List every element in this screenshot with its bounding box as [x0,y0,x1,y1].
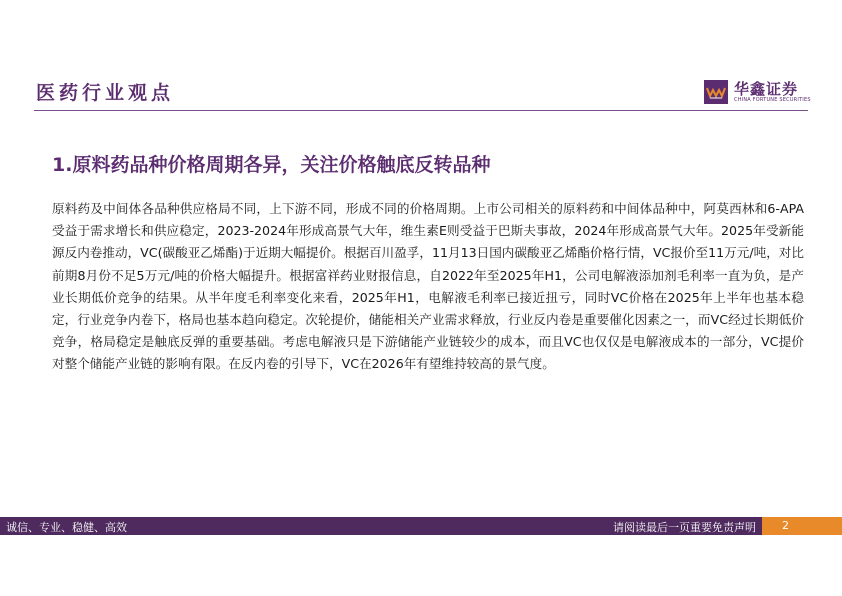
section-title: 1.原料药品种价格周期各异，关注价格触底反转品种 [52,154,491,176]
page-header-title: 医药行业观点 [36,82,175,104]
footer-slogan: 诚信、专业、稳健、高效 [6,521,127,534]
logo-text-cn: 华鑫证券 [734,80,799,98]
header-divider [34,110,808,111]
footer-bar [0,517,842,535]
body-paragraph: 原料药及中间体各品种供应格局不同，上下游不同，形成不同的价格周期。上市公司相关的原料药和中间体品种中，阿莫西林和6-APA受益于需求增长和供应稳定，2023-2024年形成高景气大年，维生素E则受益于巴斯夫事故，2024年形成高景气大年。2025年受新能源反内卷推动，VC(碳酸亚乙烯酯)于近期大幅提价。根据百川盈孚，11月13日国内碳酸亚乙烯酯价格行情，VC报价至11万元/吨，对比前期8月份不足5万元/吨的价格大幅提升。根据富祥药业财报信息，自2022年至2025年H1，公司电解液添加剂毛利率一直为负，是产业长期低价竞争的结果。从半年度毛利率变化来看，2025年H1，电解液毛利率已接近扭亏，同时VC价格在2025年上半年也基本稳定，行业竞争内卷下，格局也基本趋向稳定。次轮提价，储能相关产业需求释放，行业反内卷是重要催化因素之一，而VC经过长期低价竞争，格局稳定是触底反弹的重要基础。考虑电解液只是下游储能产业链较少的成本，而且VC也仅仅是电解液成本的一部分，VC提价对整个储能产业链的影响有限。在反内卷的引导下，VC在2026年有望维持较高的景气度。 [52,201,804,372]
page-number: 2 [782,519,789,532]
company-logo [704,79,814,105]
footer-disclaimer-link[interactable]: 请阅读最后一页重要免责声明 [613,521,756,534]
logo-mark-icon [704,80,728,104]
page-number-box [762,517,842,535]
logo-text-en: CHINA FORTUNE SECURITIES [734,97,811,103]
